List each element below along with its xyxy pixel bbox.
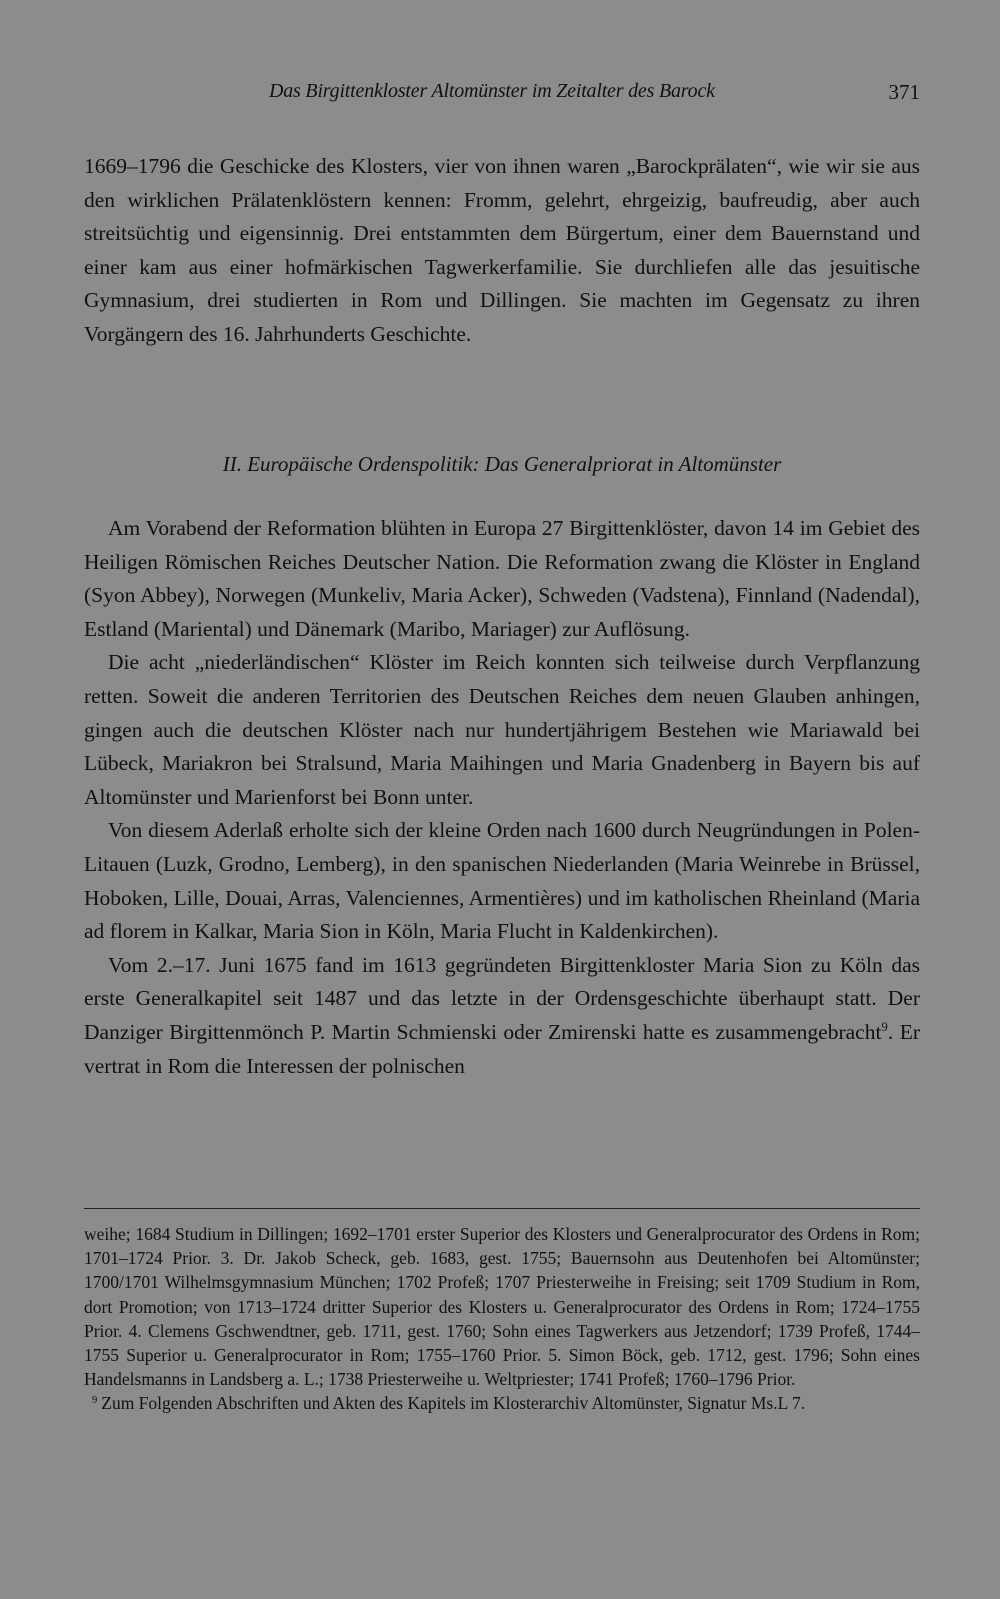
general-chapter-text-before: Vom 2.–17. Juni 1675 fand im 1613 gegründeten Birgittenkloster Maria Sion zu Köln das erste Generalkapitel seit 1487 und das letzte in der Ordensgeschichte überhaupt statt. Der Danziger Birgittenmönch P. Martin Schmienski oder Zmirenski hatte es zusammengebracht <box>84 952 920 1044</box>
intro-paragraph: 1669–1796 die Geschicke des Klosters, vier von ihnen waren „Barockprälaten“, wie wir sie aus den wirklichen Prälatenklöstern kennen: Fromm, gelehrt, ehrgeizig, baufreudig, aber auch streitsüchtig und eigensinnig. Drei entstammten dem Bürgertum, einer dem Bauernstand und einer kam aus einer hofmärkischen Tagwerkerfamilie. Sie durchliefen alle das jesuitische Gymnasium, drei studierten in Rom und Dillingen. Sie machten im Gegensatz zu ihren Vorgängern des 16. Jahrhunderts Geschichte. <box>84 154 920 346</box>
page-number: 371 <box>888 80 920 104</box>
section-heading: II. Europäische Ordenspolitik: Das Generalpriorat in Altomünster <box>222 452 782 476</box>
general-chapter-text-after: . Er vertrat in Rom die Interessen der polnischen <box>84 1019 920 1078</box>
footnotes <box>84 1222 920 1416</box>
footnote-continued: weihe; 1684 Studium in Dillingen; 1692–1701 erster Superior des Klosters und Generalprocurator des Ordens in Rom; 1701–1724 Prior. 3. Dr. Jakob Scheck, geb. 1683, gest. 1755; Bauernsohn aus Deutenhofen bei Altomünster; 1700/1701 Wilhelmsgymnasium München; 1702 Profeß; 1707 Priesterweihe in Freising; seit 1709 Studium in Rom, dort Promotion; von 1713–1724 dritter Superior des Klosters u. Generalprocurator des Ordens in Rom; 1724–1755 Prior. 4. Clemens Gschwendtner, geb. 1711, gest. 1760; Sohn eines Tagwerkers aus Jetzendorf; 1739 Profeß, 1744–1755 Superior u. Generalprocurator in Rom; 1755–1760 Prior. 5. Simon Böck, geb. 1712, gest. 1796; Sohn eines Handelsmanns in Landsberg a. L.; 1738 Priesterweihe u. Weltpriester; 1741 Profeß; 1760–1796 Prior. <box>84 1224 920 1390</box>
paragraph-netherlands: Die acht „niederländischen“ Klöster im Reich konnten sich teilweise durch Verpflanzung retten. Soweit die anderen Territorien des Deutschen Reiches dem neuen Glauben anhingen, gingen auch die deutschen Klöster nach nur hundertjährigem Bestehen wie Mariawald bei Lübeck, Mariakron bei Stralsund, Maria Maihingen und Maria Gnadenberg in Bayern bis auf Altomünster und Marienforst bei Bonn unter. <box>84 650 920 809</box>
running-title: Das Birgittenkloster Altomünster im Zeitalter des Barock <box>269 80 715 102</box>
footnote-separator <box>84 1208 920 1209</box>
paragraph-new-foundations: Von diesem Aderlaß erholte sich der kleine Orden nach 1600 durch Neugründungen in Polen-Litauen (Luzk, Grodno, Lemberg), in den spanischen Niederlanden (Maria Weinrebe in Brüssel, Hoboken, Lille, Douai, Arras, Valenciennes, Armentières) und im katholischen Rheinland (Maria ad florem in Kalkar, Maria Sion in Köln, Maria Flucht in Kaldenkirchen). <box>84 818 920 944</box>
running-head <box>84 80 920 110</box>
footnote-number: 9 <box>92 1394 98 1406</box>
main-text <box>84 512 920 1083</box>
intro-paragraph-block <box>84 150 920 352</box>
footnote-reference: 9 <box>881 1019 888 1034</box>
footnote-9-text: Zum Folgenden Abschriften und Akten des Kapitels im Klosterarchiv Altomünster, Signatur Ms.L 7. <box>101 1393 806 1414</box>
paragraph-reformation: Am Vorabend der Reformation blühten in Europa 27 Birgittenklöster, davon 14 im Gebiet des Heiligen Römischen Reiches Deutscher Nation. Die Reformation zwang die Klöster in England (Syon Abbey), Norwegen (Munkeliv, Maria Acker), Schweden (Vadstena), Finnland (Nadendal), Estland (Mariental) und Dänemark (Maribo, Mariager) zur Auflösung. <box>84 516 920 641</box>
footnote-9 <box>84 1391 920 1415</box>
paragraph-general-chapter <box>84 949 920 1083</box>
